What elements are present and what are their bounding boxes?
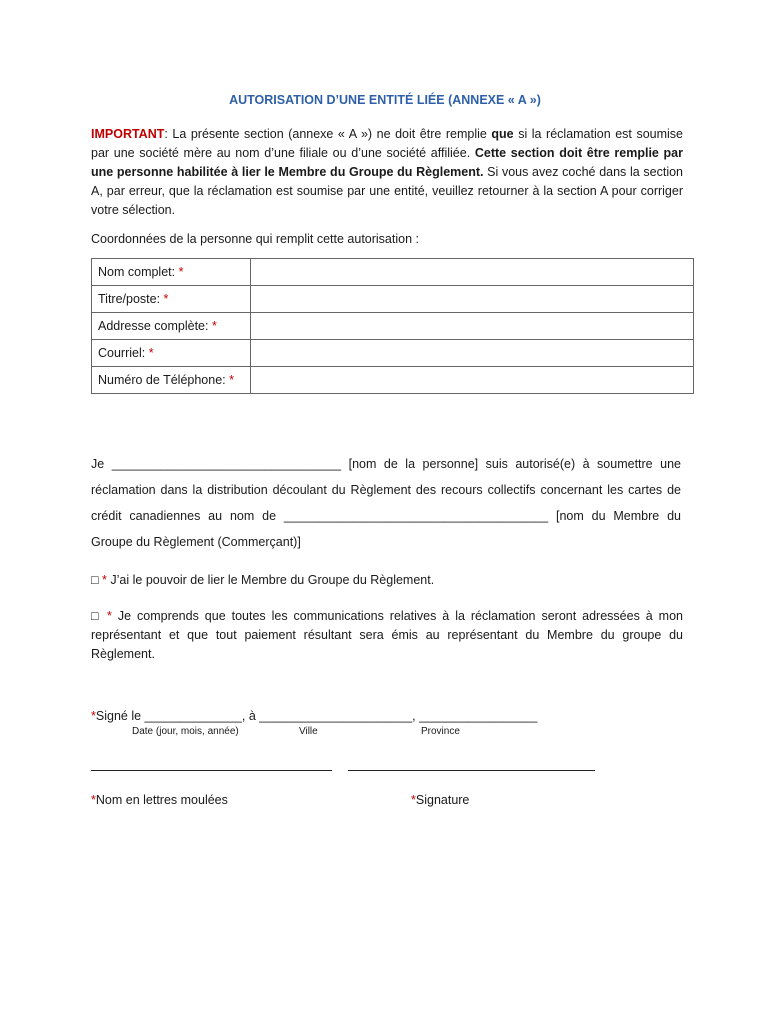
checkbox-icon[interactable]: □ [91,573,99,587]
address-field[interactable] [251,313,694,340]
intro-bold-que: que [491,127,514,141]
communications-checkbox-item[interactable]: □ * Je comprends que toutes les communications relatives à la réclamation seront adressées à mon représentant et que tout paiement résultant sera émis au représentant du Membre du groupe du Règlement. [91,609,683,661]
province-caption: Province [421,726,460,737]
page-title: AUTORISATION D’UNE ENTITÉ LIÉE (ANNEXE « A ») [229,93,541,107]
intro-text-3: Si vous avez coché dans la section A, par erreur, que la réclamation est soumise par une entité, veuillez retourner à la section A pour corriger votre sélection. [91,165,683,217]
signature-line[interactable] [348,770,595,771]
email-label: Courriel: * [92,340,251,367]
intro-text-2: si la réclamation est soumise par une société mère au nom d’une filiale ou d’une société affiliée. [91,127,683,160]
intro-text-1: : La présente section (annexe « A ») ne doit être remplie [164,127,492,141]
important-label: IMPORTANT [91,127,165,141]
signed-date-line[interactable]: *Signé le ______________, à ______________________, _________________ [91,709,538,723]
name-signature-line[interactable] [91,770,332,771]
table-row [92,286,694,313]
declaration-line-2: réclamation dans la distribution découlant du Règlement des recours collectifs concernant les cartes de [91,483,681,497]
member-name-blank[interactable]: ______________________________________ [283,509,549,523]
city-caption: Ville [299,726,318,737]
intro-bold-sentence: Cette section doit être remplie par une personne habilitée à lier le Membre du Groupe du Règlement. [91,146,683,179]
declaration-line-4: Groupe du Règlement (Commerçant)] [91,535,301,549]
email-field[interactable] [251,340,694,367]
important-notice [91,125,683,220]
date-caption: Date (jour, mois, année) [132,726,239,737]
title-field[interactable] [251,286,694,313]
printed-name-label: *Nom en lettres moulées [91,793,228,807]
title-label: Titre/poste: * [92,286,251,313]
phone-label: Numéro de Téléphone: * [92,367,251,394]
coordinates-heading: Coordonnées de la personne qui remplit cette autorisation : [91,232,419,246]
table-row [92,313,694,340]
table-row [92,259,694,286]
declaration-line-3: crédit canadiennes au nom de ______________________________________ [nom du Membre du [91,509,681,523]
person-name-blank[interactable]: _________________________________ [111,457,342,471]
authority-checkbox-item[interactable]: □ * J’ai le pouvoir de lier le Membre du Groupe du Règlement. [91,573,435,587]
contact-info-table [91,258,694,394]
checkbox-icon[interactable]: □ [91,609,102,623]
full-name-label: Nom complet: * [92,259,251,286]
phone-field[interactable] [251,367,694,394]
declaration-line-1: Je _________________________________ [nom de la personne] suis autorisé(e) à soumettre une [91,457,681,471]
full-name-field[interactable] [251,259,694,286]
table-row [92,367,694,394]
table-row [92,340,694,367]
signature-label: *Signature [411,793,470,807]
address-label: Addresse complète: * [92,313,251,340]
